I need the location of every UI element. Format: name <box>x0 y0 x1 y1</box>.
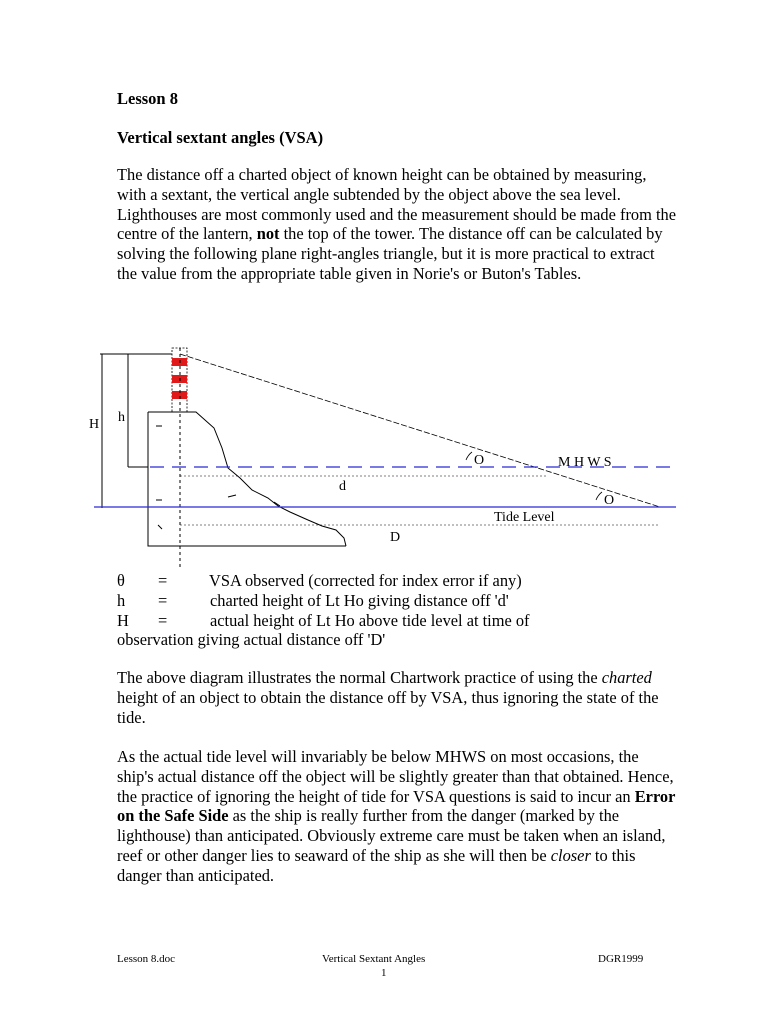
tide-text-1: As the actual tide level will invariably be below MHWS on most occasions, the ship's actual distance off the object will be slightly greater than that obtained. Hence, the practice of ignoring the height of tide for VSA questions is said to incur an <box>117 747 674 806</box>
tide-bold: Error on the Safe Side <box>117 786 676 826</box>
intro-bold-not: not <box>256 224 280 244</box>
tide-level-label: Tide Level <box>494 510 555 525</box>
H-label: H <box>89 417 100 432</box>
definition-equals: = <box>158 610 168 630</box>
tide-italic: closer <box>550 845 591 865</box>
section-heading: Vertical sextant angles (VSA) <box>117 128 324 147</box>
page-number: 1 <box>381 967 387 979</box>
chartwork-text-1: The above diagram illustrates the normal Chartwork practice of using the <box>117 668 602 687</box>
definition-symbol: h <box>117 590 126 610</box>
mhws-label: M H W S <box>558 455 612 470</box>
chartwork-italic: charted <box>601 668 652 687</box>
island-left-edge <box>148 412 346 546</box>
d-label: d <box>339 479 346 494</box>
island-outline <box>148 412 346 546</box>
sight-line <box>180 354 660 507</box>
definition-symbol: θ <box>117 571 125 590</box>
definition-h <box>117 591 677 611</box>
definition-equals: = <box>158 590 168 610</box>
intro-paragraph <box>117 165 677 284</box>
theta-upper-label: O <box>474 453 485 468</box>
footer-title: Vertical Sextant Angles <box>322 953 426 965</box>
footer-author: DGR1999 <box>598 953 644 965</box>
definition-text: charted height of Lt Ho giving distance off 'd' <box>210 590 509 610</box>
definition-theta <box>117 571 677 591</box>
definition-equals: = <box>158 571 168 590</box>
definition-H <box>117 611 677 631</box>
theta-lower-label: O <box>604 493 615 508</box>
tide-text-2: as the ship is really further from the danger (marked by the lighthouse) than anticipated. Obviously extreme care must be taken when an island, reef or other danger lies to seaward of the ship as she will then be <box>117 806 666 865</box>
h-label: h <box>118 410 125 425</box>
lesson-heading: Lesson 8 <box>117 89 178 108</box>
chartwork-paragraph <box>117 668 677 727</box>
chartwork-text-2: height of an object to obtain the distance off by VSA, thus ignoring the state of the tide. <box>117 687 659 727</box>
intro-text-2: the top of the tower. The distance off can be calculated by solving the following plane right-angles triangle, but it is more practical to extract the value from the appropriate table given in Norie's or Buton's Tables. <box>117 224 663 283</box>
footer-filename: Lesson 8.doc <box>117 953 176 965</box>
definition-text: actual height of Lt Ho above tide level at time of <box>210 610 530 630</box>
theta-upper-arc <box>466 452 472 460</box>
definition-symbol: H <box>117 610 129 630</box>
intro-text-1: The distance off a charted object of known height can be obtained by measuring, with a sextant, the vertical angle subtended by the object above the sea level. Lighthouses are most commonly used and the measurement should be made from the centre of the lantern, <box>117 165 676 244</box>
vsa-diagram <box>0 330 768 570</box>
definition-text: VSA observed (corrected for index error if any) <box>209 571 522 590</box>
definitions-list <box>117 571 677 650</box>
D-label: D <box>390 530 401 545</box>
theta-lower-arc <box>596 492 602 500</box>
tide-text-3: to this danger than anticipated. <box>117 845 636 885</box>
definition-continuation: observation giving actual distance off 'D' <box>117 630 386 650</box>
tide-error-paragraph <box>117 747 677 886</box>
